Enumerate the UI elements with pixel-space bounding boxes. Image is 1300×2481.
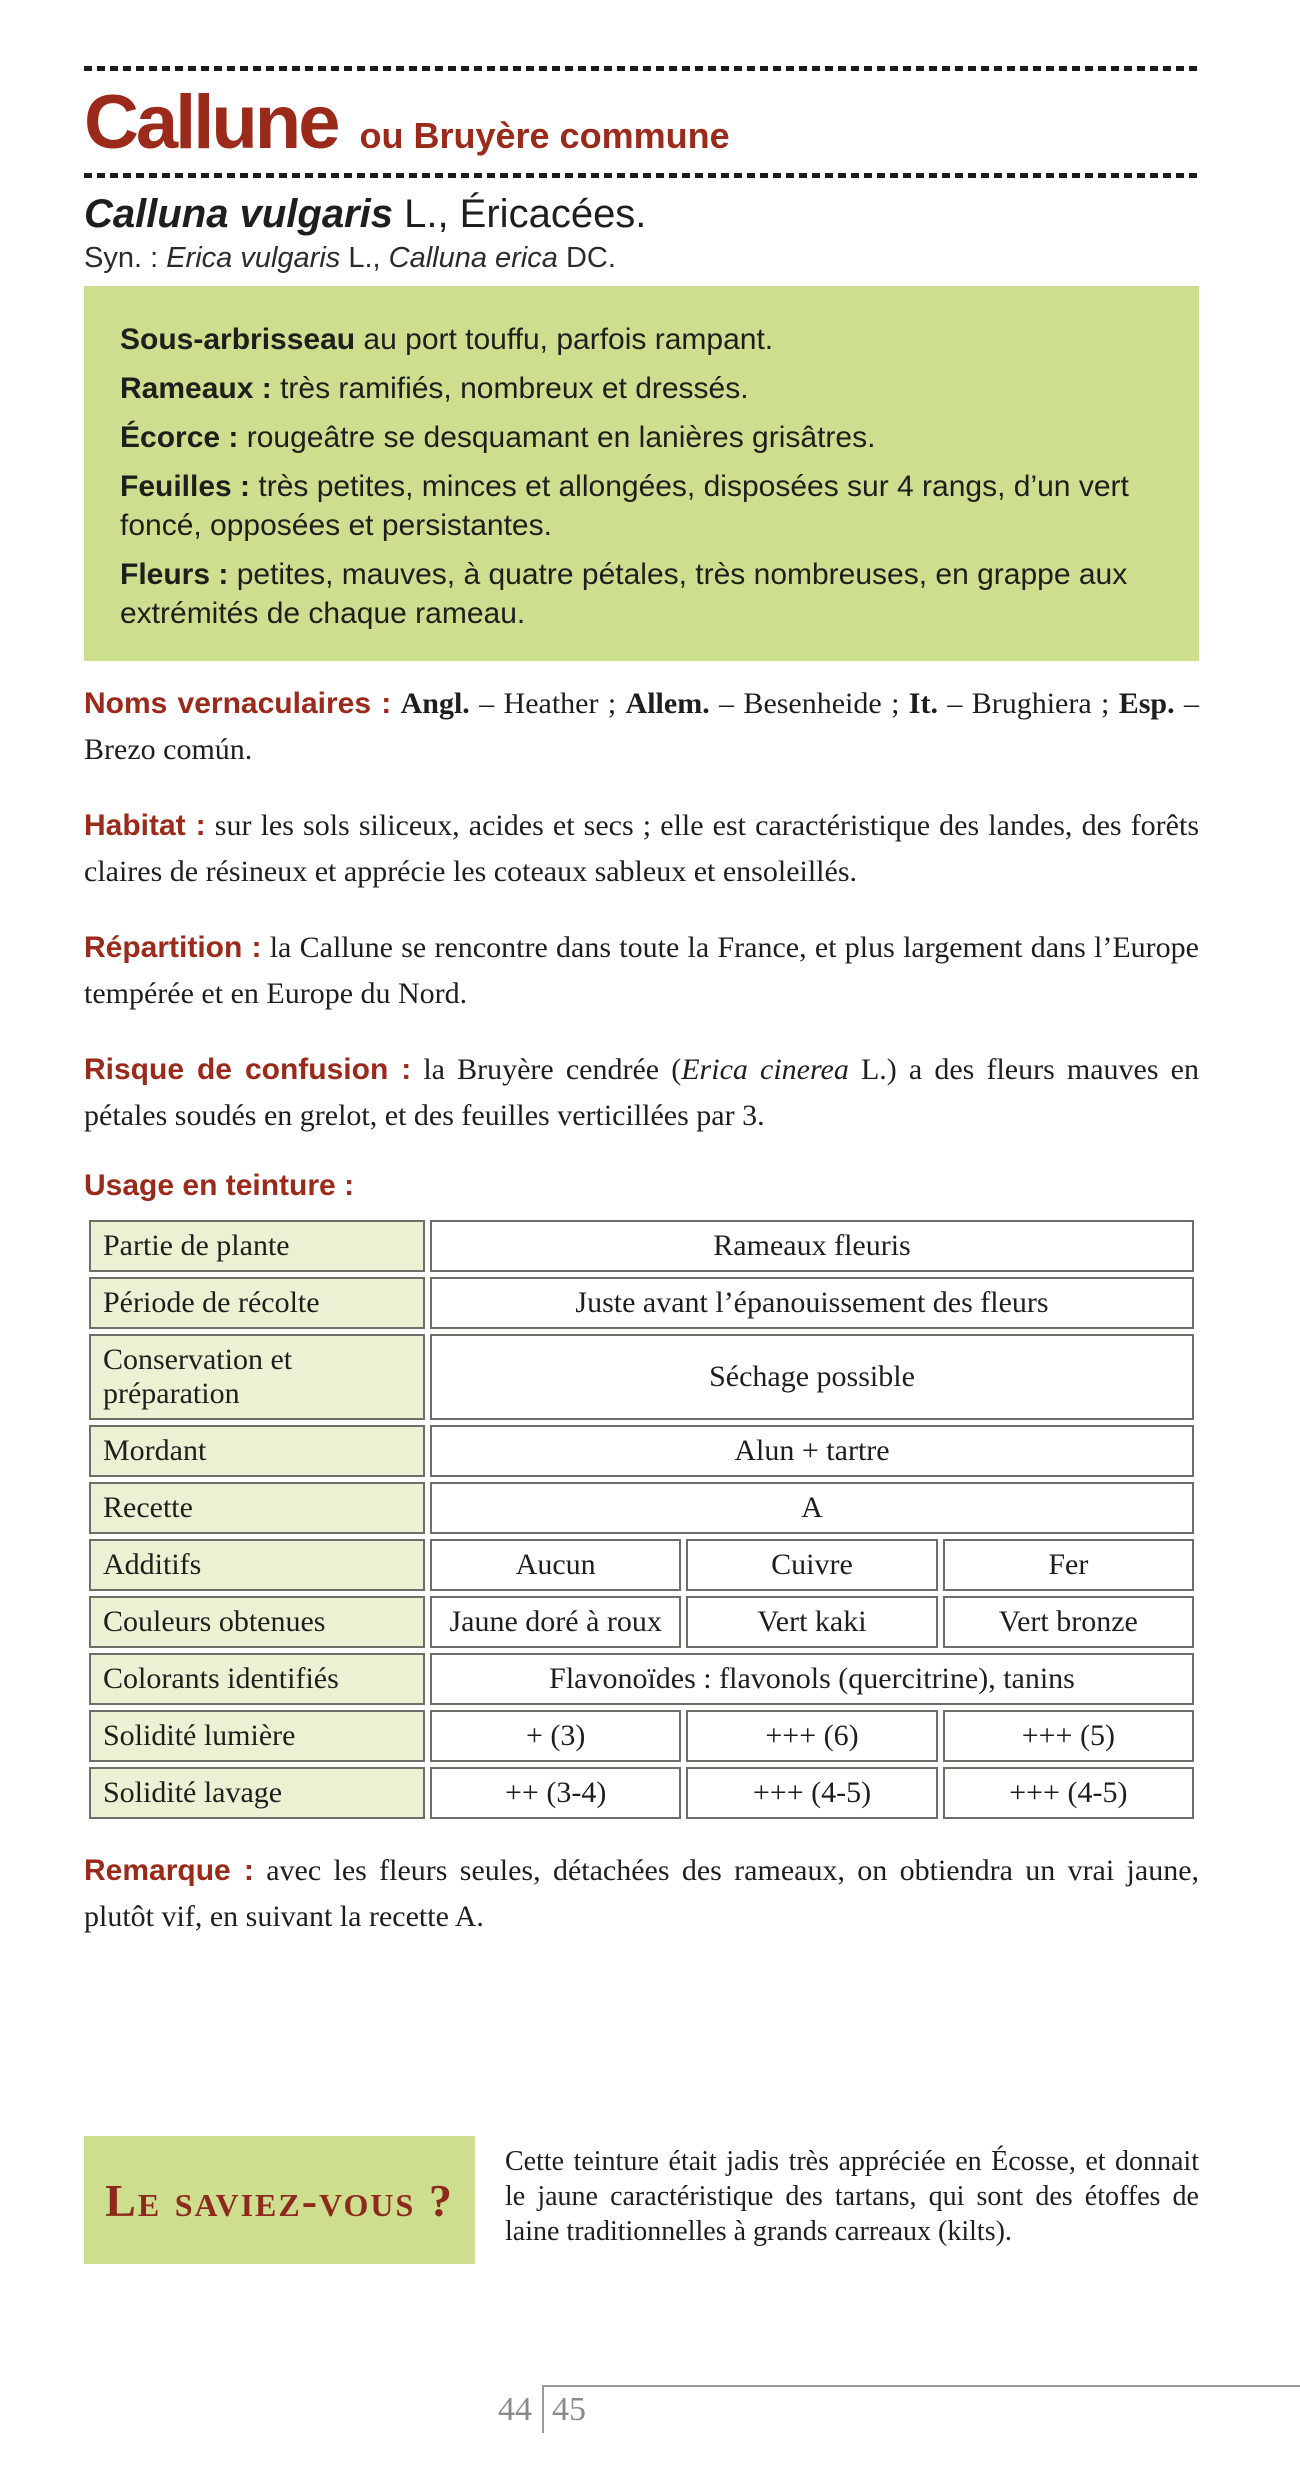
description-item-text: très ramifiés, nombreux et dressés. xyxy=(271,372,749,405)
language-label: Angl. xyxy=(400,687,470,720)
vernacular-name: – Brughiera ; xyxy=(937,687,1119,720)
table-row xyxy=(89,1220,1194,1272)
table-row xyxy=(89,1277,1194,1329)
table-cell-label: Colorants identifiés xyxy=(89,1653,425,1705)
latin-authority: L., Éricacées. xyxy=(392,192,647,236)
description-item-label: Sous-arbrisseau xyxy=(120,323,356,356)
synonym-end: DC. xyxy=(557,242,616,274)
usage-heading: Usage en teinture : xyxy=(84,1169,355,1202)
table-cell-value: Aucun xyxy=(430,1539,681,1591)
did-you-know-label: Le saviez-vous ? xyxy=(105,2174,454,2226)
section-remark xyxy=(84,1848,1199,1940)
title-row xyxy=(84,81,1199,165)
section-confusion xyxy=(84,1047,1199,1139)
table-cell-value: Fer xyxy=(943,1539,1194,1591)
table-cell-value: Flavonoïdes : flavonols (quercitrine), tanins xyxy=(430,1653,1194,1705)
description-item xyxy=(120,467,1159,545)
table-cell-label: Additifs xyxy=(89,1539,425,1591)
page-number-right: 45 xyxy=(552,2391,586,2428)
table-cell-label: Couleurs obtenues xyxy=(89,1596,425,1648)
table-cell-label: Mordant xyxy=(89,1425,425,1477)
table-cell-value: Jaune doré à roux xyxy=(430,1596,681,1648)
section-habitat xyxy=(84,803,1199,895)
did-you-know-text: Cette teinture était jadis très appréciée en Écosse, et donnait le jaune caractéristique des tartans, qui sont des étoffes de laine traditionnelles à grands carreaux (kilts). xyxy=(505,2146,1199,2247)
table-cell-value: + (3) xyxy=(430,1710,681,1762)
description-item xyxy=(120,320,1159,359)
description-box xyxy=(84,286,1199,661)
description-item xyxy=(120,369,1159,408)
latin-name-line xyxy=(84,190,1199,238)
table-cell-value: Vert bronze xyxy=(943,1596,1194,1648)
table-row xyxy=(89,1334,1194,1420)
did-you-know-block xyxy=(84,2136,1199,2264)
table-row xyxy=(89,1767,1194,1819)
dashed-rule-top xyxy=(84,66,1199,71)
description-item xyxy=(120,555,1159,633)
section-text: sur les sols siliceux, acides et secs ; elle est caractéristique des landes, des forêts claires de résineux et apprécie les coteaux sableux et ensoleillés. xyxy=(84,809,1199,888)
vernacular-name: – Heather ; xyxy=(469,687,626,720)
latin-name: Calluna vulgaris xyxy=(84,192,393,236)
section-repartition xyxy=(84,925,1199,1017)
table-row xyxy=(89,1539,1194,1591)
description-item-label: Écorce : xyxy=(120,421,239,454)
table-cell-value: +++ (6) xyxy=(686,1710,937,1762)
table-cell-label: Partie de plante xyxy=(89,1220,425,1272)
table-cell-value: +++ (4-5) xyxy=(943,1767,1194,1819)
table-cell-label: Solidité lumière xyxy=(89,1710,425,1762)
table-row xyxy=(89,1482,1194,1534)
section-text: la Callune se rencontre dans toute la France, et plus largement dans l’Europe tempérée et en Europe du Nord. xyxy=(84,931,1199,1010)
vernacular-name: – Brezo común. xyxy=(84,687,1199,766)
description-item-label: Feuilles : xyxy=(120,470,251,503)
description-item-text: au port touffu, parfois rampant. xyxy=(355,323,774,356)
table-cell-value: Alun + tartre xyxy=(430,1425,1194,1477)
table-cell-value: Vert kaki xyxy=(686,1596,937,1648)
table-cell-value: +++ (5) xyxy=(943,1710,1194,1762)
section-vernacular-names xyxy=(84,681,1199,773)
dye-usage-table xyxy=(84,1215,1199,1824)
section-text: avec les fleurs seules, détachées des rameaux, on obtiendra un vrai jaune, plutôt vif, en suivant la recette A. xyxy=(84,1854,1200,1933)
table-cell-value: Séchage possible xyxy=(430,1334,1194,1420)
synonym-mid: L., xyxy=(340,242,389,274)
table-cell-value: Rameaux fleuris xyxy=(430,1220,1194,1272)
table-cell-label: Période de récolte xyxy=(89,1277,425,1329)
footer-horizontal-rule xyxy=(542,2385,1300,2387)
language-label: It. xyxy=(908,687,938,720)
description-item-label: Rameaux : xyxy=(120,372,272,405)
synonym-label: Syn. : xyxy=(84,242,167,274)
did-you-know-box xyxy=(84,2136,475,2264)
table-cell-label: Recette xyxy=(89,1482,425,1534)
description-item xyxy=(120,418,1159,457)
table-cell-value: +++ (4-5) xyxy=(686,1767,937,1819)
synonym-name-2: Calluna erica xyxy=(388,242,558,274)
table-cell-label: Solidité lavage xyxy=(89,1767,425,1819)
page-title: Callune xyxy=(84,80,338,165)
footer-vertical-rule xyxy=(542,2385,544,2433)
description-item-text: très petites, minces et allongées, disposées sur 4 rangs, d’un vert foncé, opposées et persistantes. xyxy=(120,470,1129,542)
section-label: Risque de confusion : xyxy=(84,1053,412,1086)
section-label: Noms vernaculaires : xyxy=(84,687,392,720)
table-row xyxy=(89,1710,1194,1762)
synonym-line xyxy=(84,240,1199,276)
description-item-text: petites, mauves, à quatre pétales, très nombreuses, en grappe aux extrémités de chaque rameau. xyxy=(120,558,1128,630)
synonym-name-1: Erica vulgaris xyxy=(166,242,341,274)
page-number-left: 44 xyxy=(498,2391,532,2428)
table-cell-value: Juste avant l’épanouissement des fleurs xyxy=(430,1277,1194,1329)
description-item-text: rougeâtre se desquamant en lanières grisâtres. xyxy=(238,421,876,454)
table-cell-value: Cuivre xyxy=(686,1539,937,1591)
table-row xyxy=(89,1425,1194,1477)
section-label: Répartition : xyxy=(84,931,262,964)
section-label: Habitat : xyxy=(84,809,206,842)
table-cell-label: Conservation et préparation xyxy=(89,1334,425,1420)
page-subtitle: ou Bruyère commune xyxy=(359,115,730,156)
section-text: L.) a des fleurs mauves en pétales soudés en grelot, et des feuilles verticillées par 3. xyxy=(84,1053,1199,1132)
section-label: Remarque : xyxy=(84,1854,254,1887)
table-row xyxy=(89,1653,1194,1705)
spacer xyxy=(391,687,400,720)
description-item-label: Fleurs : xyxy=(120,558,229,591)
table-cell-value: A xyxy=(430,1482,1194,1534)
vernacular-name: – Besenheide ; xyxy=(709,687,909,720)
language-label: Esp. xyxy=(1118,687,1175,720)
latin-species-mention: Erica cinerea xyxy=(681,1053,849,1086)
language-label: Allem. xyxy=(625,687,710,720)
table-row xyxy=(89,1596,1194,1648)
section-text: la Bruyère cendrée ( xyxy=(411,1053,682,1086)
table-cell-value: ++ (3-4) xyxy=(430,1767,681,1819)
